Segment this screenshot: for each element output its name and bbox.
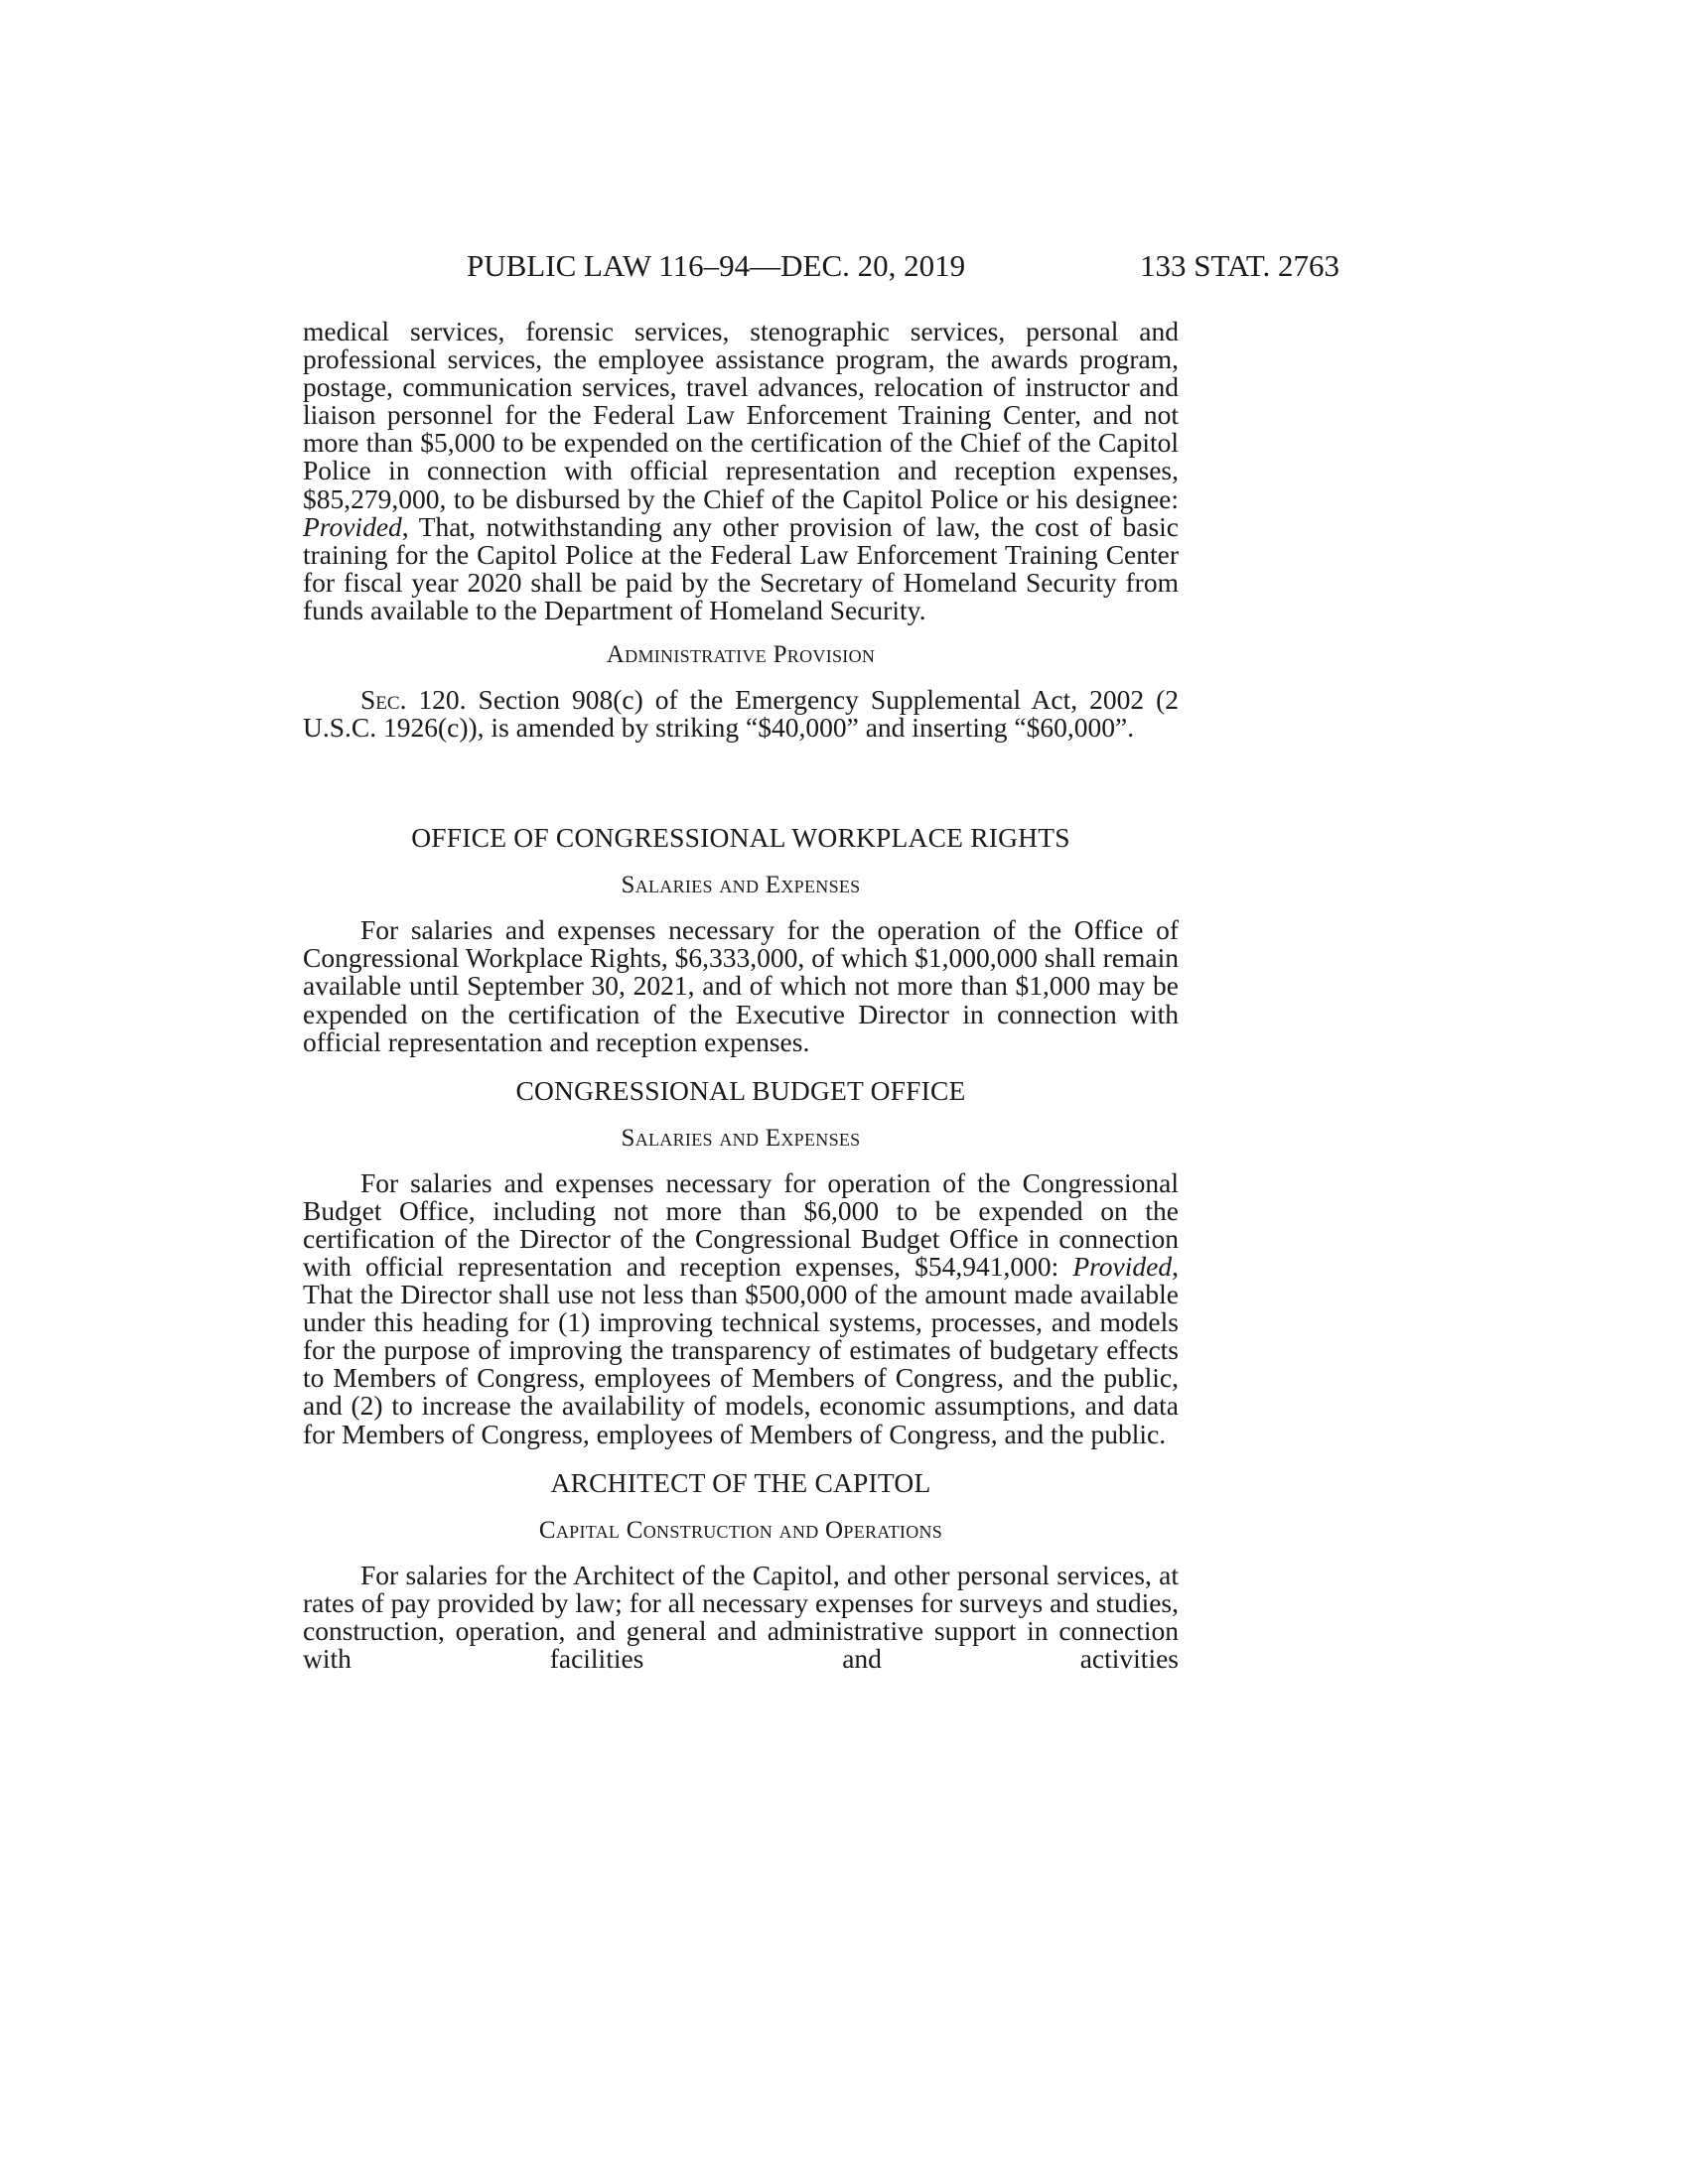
running-head-page-ref: 133 STAT. 2763: [1140, 248, 1340, 283]
admin-provision-heading: Administrative Provision: [606, 641, 876, 669]
running-head-title: PUBLIC LAW 116–94—DEC. 20, 2019: [467, 248, 966, 283]
aoc-subheading: Capital Construction and Operations: [538, 1516, 943, 1544]
running-head: [0, 246, 1688, 286]
sec-120-text: Section 908(c) of the Emergency Supplemental Act, 2002 (2 U.S.C. 1926(c)), is amended by striking “$40,000” and inserting “$60,000”.: [303, 684, 1179, 744]
aoc-paragraph: For salaries for the Architect of the Capitol, and other personal services, at rates of pay provided by law; for all necessary expenses for surveys and studies, construction, operation, and general and administrative support in connection with facilities and activities: [303, 1559, 1179, 1674]
capitol-police-text-1: medical services, forensic services, stenographic services, personal and professional services, the employee assistance program, the awards program, postage, communication services, travel advances, relocation of instructor and liaison personnel for the Federal Law Enforcement Training Center, and not more than $5,000 to be expended on the certification of the Chief of the Capitol Police in connection with official representation and reception expenses, $85,279,000, to be disbursed by the Chief of the Capitol Police or his designee:: [303, 316, 1179, 514]
cbo-text-1: For salaries and expenses necessary for operation of the Congressional Budget Office, including not more than $6,000 to be expended on the certification of the Director of the Congressional Budget Office in connection with official representation and reception expenses, $54,941,000:: [303, 1166, 1179, 1282]
cbo-text-2: , That the Director shall use not less than $500,000 of the amount made available under this heading for (1) improving technical systems, processes, and models for the purpose of improving the transparency of estimates of budgetary effects to Members of Congress, employees of Members of Congress, and the public, and (2) to increase the availability of models, economic assumptions, and data for Members of Congress, employees of Members of Congress, and the public.: [303, 1250, 1179, 1449]
ocwr-paragraph: For salaries and expenses necessary for the operation of the Office of Congressional Workplace Rights, $6,333,000, of which $1,000,000 shall remain available until September 30, 2021, and of which not more than $1,000 may be expended on the certification of the Executive Director in connection with official representation and reception expenses.: [303, 914, 1179, 1057]
ocwr-heading: OFFICE OF CONGRESSIONAL WORKPLACE RIGHTS: [411, 822, 1070, 854]
capitol-police-paragraph: [303, 318, 1179, 624]
ocwr-subheading: Salaries and Expenses: [621, 872, 861, 899]
provided-italic: Provided: [1072, 1250, 1173, 1282]
provided-italic: Provided: [303, 510, 402, 542]
section-label: Sec. 120.: [360, 684, 467, 716]
cbo-paragraph: [303, 1166, 1179, 1449]
cbo-heading: CONGRESSIONAL BUDGET OFFICE: [515, 1074, 966, 1106]
cbo-subheading: Salaries and Expenses: [621, 1124, 861, 1152]
document-body: [303, 318, 1179, 1673]
capitol-police-text-2: , That, notwithstanding any other provision of law, the cost of basic training for the Capitol Police at the Federal Law Enforcement Training Center for fiscal year 2020 shall be paid by the Secretary of Homeland Security from funds available to the Department of Homeland Security.: [303, 510, 1179, 625]
sec-120-paragraph: [303, 686, 1179, 742]
aoc-heading: ARCHITECT OF THE CAPITOL: [550, 1466, 931, 1498]
